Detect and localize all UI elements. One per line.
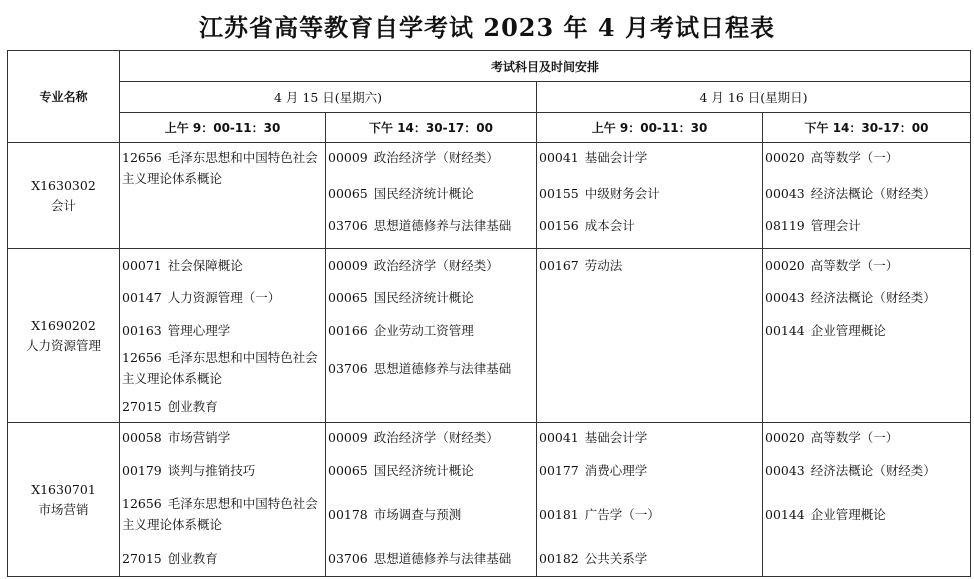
subject-name: 毛泽东思想和中国特色社会主义理论体系概论 bbox=[122, 350, 318, 386]
subject-name: 企业管理概论 bbox=[810, 507, 886, 522]
subject-code: 00163 bbox=[122, 323, 162, 338]
subject-name: 公共关系学 bbox=[584, 551, 648, 566]
major-name: 市场营销 bbox=[38, 501, 89, 517]
subject-list bbox=[120, 249, 326, 423]
subject-list bbox=[120, 423, 326, 577]
subject-list bbox=[326, 249, 537, 423]
subject-name: 基础会计学 bbox=[584, 430, 648, 445]
subject-item bbox=[328, 548, 534, 569]
subject-item bbox=[539, 427, 760, 448]
subject-code: 00167 bbox=[539, 258, 579, 273]
subject-item bbox=[765, 504, 968, 525]
subject-code: 00009 bbox=[328, 430, 368, 445]
subject-code: 00182 bbox=[539, 551, 579, 566]
subject-item bbox=[122, 396, 323, 417]
subject-name: 管理会计 bbox=[810, 218, 861, 233]
subject-list bbox=[537, 423, 763, 577]
subject-name: 经济法概论（财经类） bbox=[810, 290, 936, 305]
subject-item bbox=[122, 427, 323, 448]
header-day1-am: 上午 9：00-11：30 bbox=[120, 113, 326, 143]
subject-name: 成本会计 bbox=[584, 218, 635, 233]
subject-item bbox=[328, 427, 534, 448]
major-code: X1630701 bbox=[31, 481, 96, 497]
subject-name: 高等数学（一） bbox=[810, 258, 899, 273]
subject-code: 00156 bbox=[539, 218, 579, 233]
subject-code: 00043 bbox=[765, 463, 805, 478]
subject-item bbox=[328, 460, 534, 481]
subject-list bbox=[537, 143, 763, 249]
subject-item bbox=[122, 493, 323, 535]
subject-code: 12656 bbox=[122, 150, 162, 165]
subject-code: 00009 bbox=[328, 150, 368, 165]
subject-item bbox=[539, 548, 760, 569]
subject-code: 00179 bbox=[122, 463, 162, 478]
subject-name: 思想道德修养与法律基础 bbox=[373, 551, 512, 566]
subject-name: 思想道德修养与法律基础 bbox=[373, 218, 512, 233]
major-cell bbox=[8, 423, 120, 577]
subject-item bbox=[765, 255, 968, 276]
subject-list bbox=[326, 143, 537, 249]
header-day2-am: 上午 9：00-11：30 bbox=[537, 113, 763, 143]
header-day1-pm: 下午 14：30-17：00 bbox=[326, 113, 537, 143]
subject-code: 00020 bbox=[765, 150, 805, 165]
subject-name: 国民经济统计概论 bbox=[373, 186, 474, 201]
subject-name: 毛泽东思想和中国特色社会主义理论体系概论 bbox=[122, 150, 318, 186]
subject-code: 00043 bbox=[765, 186, 805, 201]
subject-item bbox=[539, 460, 760, 481]
subject-item bbox=[765, 460, 968, 481]
subject-name: 国民经济统计概论 bbox=[373, 463, 474, 478]
subject-name: 社会保障概论 bbox=[167, 258, 243, 273]
subject-name: 经济法概论（财经类） bbox=[810, 186, 936, 201]
subject-name: 经济法概论（财经类） bbox=[810, 463, 936, 478]
subject-list bbox=[120, 143, 326, 249]
subject-item bbox=[765, 147, 968, 168]
subject-item bbox=[765, 215, 968, 236]
subject-name: 高等数学（一） bbox=[810, 430, 899, 445]
subject-item bbox=[765, 427, 968, 448]
subject-item bbox=[765, 287, 968, 308]
subject-item bbox=[122, 460, 323, 481]
header-day2: 4 月 16 日(星期日) bbox=[537, 82, 971, 113]
subject-item bbox=[539, 504, 760, 525]
subject-name: 消费心理学 bbox=[584, 463, 648, 478]
subject-code: 00020 bbox=[765, 258, 805, 273]
subject-list bbox=[537, 249, 763, 423]
subject-name: 企业劳动工资管理 bbox=[373, 323, 474, 338]
subject-item bbox=[328, 147, 534, 168]
subject-name: 劳动法 bbox=[584, 258, 623, 273]
subject-item bbox=[328, 215, 534, 236]
subject-item bbox=[539, 147, 760, 168]
subject-code: 08119 bbox=[765, 218, 805, 233]
subject-item bbox=[328, 320, 534, 341]
subject-item bbox=[328, 287, 534, 308]
subject-item bbox=[539, 183, 760, 204]
subject-name: 基础会计学 bbox=[584, 150, 648, 165]
subject-code: 00041 bbox=[539, 430, 579, 445]
subject-name: 谈判与推销技巧 bbox=[167, 463, 256, 478]
subject-name: 毛泽东思想和中国特色社会主义理论体系概论 bbox=[122, 496, 318, 532]
subject-code: 00144 bbox=[765, 507, 805, 522]
subject-list bbox=[763, 143, 971, 249]
subject-item bbox=[122, 320, 323, 341]
header-schedule: 考试科目及时间安排 bbox=[120, 51, 971, 82]
subject-code: 00166 bbox=[328, 323, 368, 338]
subject-code: 00058 bbox=[122, 430, 162, 445]
subject-list bbox=[326, 423, 537, 577]
subject-name: 政治经济学（财经类） bbox=[373, 258, 499, 273]
subject-item bbox=[328, 358, 534, 379]
subject-name: 市场营销学 bbox=[167, 430, 231, 445]
subject-code: 00009 bbox=[328, 258, 368, 273]
major-code: X1690202 bbox=[31, 317, 96, 333]
subject-name: 思想道德修养与法律基础 bbox=[373, 361, 512, 376]
subject-name: 广告学（一） bbox=[584, 507, 660, 522]
subject-code: 00065 bbox=[328, 463, 368, 478]
subject-name: 管理心理学 bbox=[167, 323, 231, 338]
subject-name: 中级财务会计 bbox=[584, 186, 660, 201]
subject-name: 创业教育 bbox=[167, 399, 218, 414]
subject-code: 03706 bbox=[328, 361, 368, 376]
subject-name: 高等数学（一） bbox=[810, 150, 899, 165]
subject-code: 00065 bbox=[328, 186, 368, 201]
subject-item bbox=[765, 183, 968, 204]
subject-item bbox=[328, 504, 534, 525]
subject-name: 国民经济统计概论 bbox=[373, 290, 474, 305]
subject-code: 00147 bbox=[122, 290, 162, 305]
subject-code: 27015 bbox=[122, 551, 162, 566]
subject-item bbox=[539, 215, 760, 236]
subject-code: 00144 bbox=[765, 323, 805, 338]
subject-list bbox=[763, 249, 971, 423]
subject-code: 03706 bbox=[328, 551, 368, 566]
major-name: 人力资源管理 bbox=[25, 337, 101, 353]
subject-list bbox=[763, 423, 971, 577]
subject-code: 00071 bbox=[122, 258, 162, 273]
subject-item bbox=[328, 255, 534, 276]
subject-code: 00020 bbox=[765, 430, 805, 445]
header-major-name: 专业名称 bbox=[8, 51, 120, 143]
page-title: 江苏省高等教育自学考试 2023 年 4 月考试日程表 bbox=[199, 13, 775, 42]
subject-name: 企业管理概论 bbox=[810, 323, 886, 338]
exam-schedule-table bbox=[7, 50, 971, 577]
subject-name: 创业教育 bbox=[167, 551, 218, 566]
major-cell bbox=[8, 249, 120, 423]
subject-name: 政治经济学（财经类） bbox=[373, 430, 499, 445]
subject-item bbox=[122, 147, 323, 189]
major-cell bbox=[8, 143, 120, 249]
header-day2-pm: 下午 14：30-17：00 bbox=[763, 113, 971, 143]
subject-item bbox=[122, 548, 323, 569]
subject-code: 00065 bbox=[328, 290, 368, 305]
subject-code: 00181 bbox=[539, 507, 579, 522]
subject-item bbox=[122, 255, 323, 276]
subject-item bbox=[765, 320, 968, 341]
subject-item bbox=[539, 255, 760, 276]
subject-code: 12656 bbox=[122, 350, 162, 365]
subject-code: 27015 bbox=[122, 399, 162, 414]
subject-code: 00178 bbox=[328, 507, 368, 522]
subject-code: 00043 bbox=[765, 290, 805, 305]
subject-item bbox=[122, 287, 323, 308]
header-day1: 4 月 15 日(星期六) bbox=[120, 82, 537, 113]
subject-name: 人力资源管理（一） bbox=[167, 290, 281, 305]
subject-item bbox=[122, 347, 323, 389]
subject-name: 政治经济学（财经类） bbox=[373, 150, 499, 165]
subject-code: 12656 bbox=[122, 496, 162, 511]
major-code: X1630302 bbox=[31, 177, 96, 193]
subject-code: 00155 bbox=[539, 186, 579, 201]
subject-code: 00177 bbox=[539, 463, 579, 478]
major-name: 会计 bbox=[50, 197, 76, 213]
subject-code: 03706 bbox=[328, 218, 368, 233]
subject-item bbox=[328, 183, 534, 204]
subject-code: 00041 bbox=[539, 150, 579, 165]
subject-name: 市场调查与预测 bbox=[373, 507, 462, 522]
